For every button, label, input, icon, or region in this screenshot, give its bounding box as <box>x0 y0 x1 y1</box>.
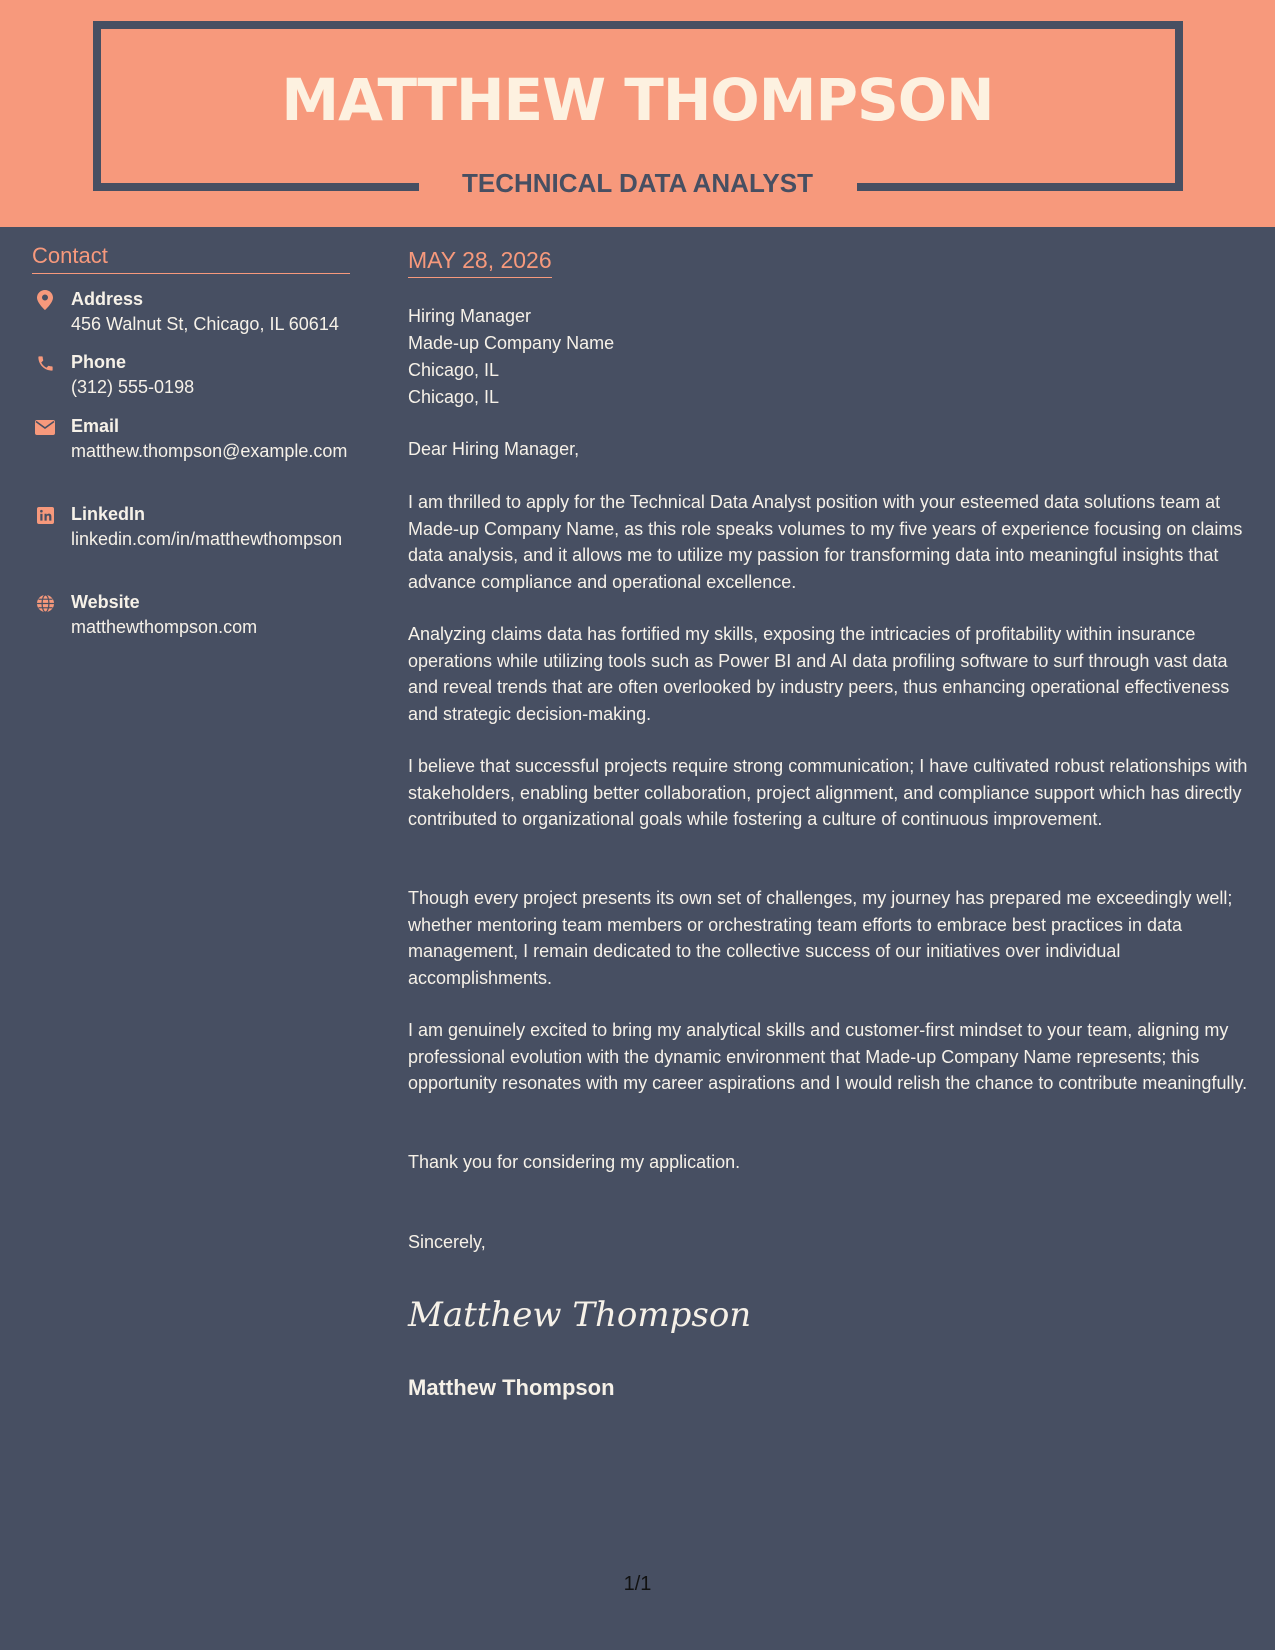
handwritten-signature <box>406 1290 752 1338</box>
contact-heading: Contact <box>32 242 350 274</box>
signature-text: Matthew Thompson <box>408 1295 752 1335</box>
contact-value: (312) 555-0198 <box>71 377 195 397</box>
linkedin-icon <box>32 505 58 525</box>
letter-date: MAY 28, 2026 <box>408 246 552 278</box>
contact-value: 456 Walnut St, Chicago, IL 60614 <box>71 314 339 334</box>
recipient-line: Chicago, IL <box>408 387 500 407</box>
body-paragraph: Analyzing claims data has fortified my skills, exposing the intricacies of profitability within insurance operations while utilizing tools such as Power BI and AI data profiling software to surf through vast data and reveal trends that are often overlooked by industry peers, thus enhancing operational effectiveness and strategic decision-making. <box>408 624 1230 724</box>
contact-value[interactable]: matthew.thompson@example.com <box>71 441 348 461</box>
body-paragraph: I am genuinely excited to bring my analytical skills and customer-first mindset to your team, aligning my professional evolution with the dynamic environment that Made-up Company Name represents; this opportunity resonates with my career aspirations and I would relish the chance to contribute meaningfully. <box>408 1020 1248 1093</box>
map-pin-icon <box>32 290 58 310</box>
signed-name: Matthew Thompson <box>408 1375 615 1400</box>
page-number: 1/1 <box>623 1573 652 1595</box>
job-title: TECHNICAL DATA ANALYST <box>462 168 813 198</box>
body-paragraph: I am thrilled to apply for the Technical Data Analyst position with your esteemed data solutions team at Made-up Company Name, as this role speaks volumes to my five years of experience focusing on claims data analysis, and it allows me to utilize my passion for transforming data into meaningful insights that advance compliance and operational excellence. <box>408 492 1243 592</box>
contact-label: Website <box>71 592 140 612</box>
globe-icon <box>32 593 58 613</box>
contact-label: Address <box>71 289 144 309</box>
contact-label: Email <box>71 416 120 436</box>
recipient-line: Made-up Company Name <box>408 333 615 353</box>
recipient-line: Hiring Manager <box>408 306 532 326</box>
recipient-line: Chicago, IL <box>408 360 500 380</box>
contact-label: LinkedIn <box>71 504 146 524</box>
contact-value[interactable]: linkedin.com/in/matthewthompson <box>71 529 343 549</box>
phone-icon <box>32 353 58 373</box>
header-banner <box>0 0 1275 227</box>
contact-label: Phone <box>71 352 127 372</box>
closing-thanks: Thank you for considering my application. <box>408 1152 741 1172</box>
applicant-name: MATTHEW THOMPSON <box>281 66 994 134</box>
salutation: Dear Hiring Manager, <box>408 439 580 459</box>
sign-off: Sincerely, <box>408 1232 486 1252</box>
envelope-icon <box>32 417 58 437</box>
body-paragraph: Though every project presents its own set of challenges, my journey has prepared me exceedingly well; whether mentoring team members or orchestrating team efforts to embrace best practices in data management, I remain dedicated to the collective success of our initiatives over individual accomplishments. <box>408 888 1233 988</box>
recipient-block <box>408 303 1248 411</box>
body-paragraph: I believe that successful projects require strong communication; I have cultivated robust relationships with stakeholders, enabling better collaboration, project alignment, and compliance support which has directly contributed to organizational goals while fostering a culture of continuous improvement. <box>408 756 1248 829</box>
contact-value[interactable]: matthewthompson.com <box>71 617 258 637</box>
